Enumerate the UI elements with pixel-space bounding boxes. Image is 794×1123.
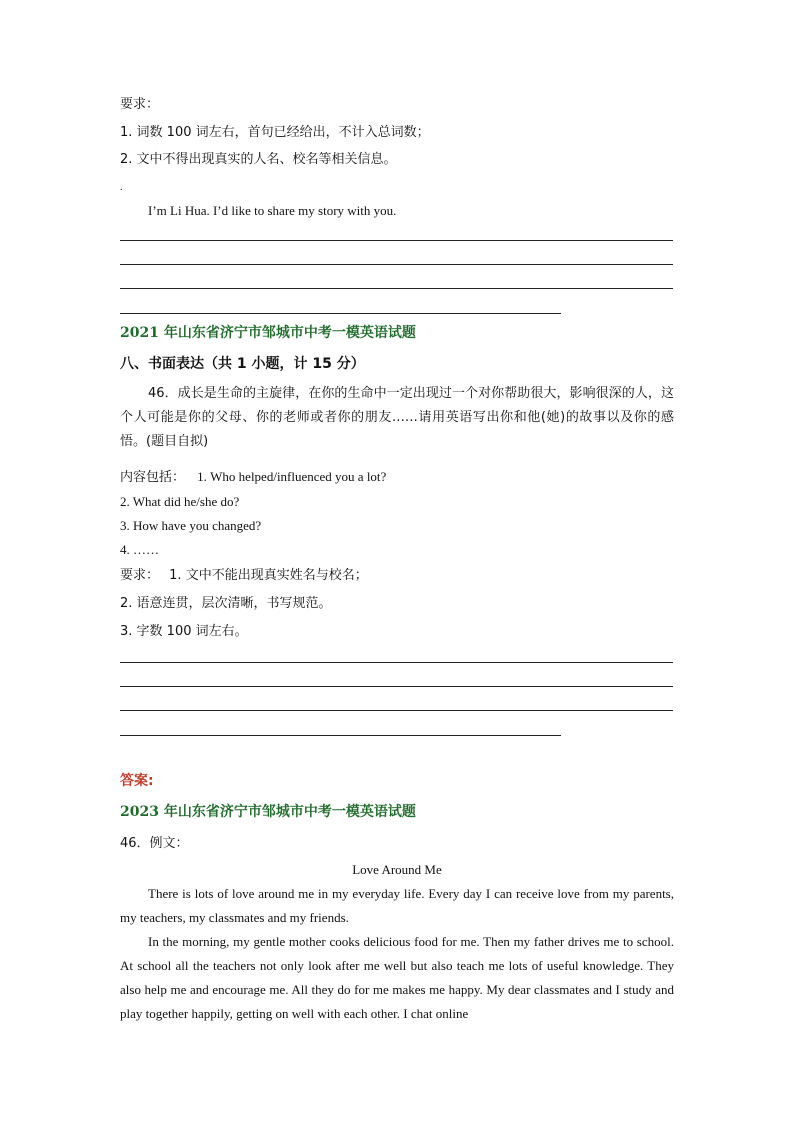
answer-line [120,710,673,711]
answer-line [120,264,673,265]
answer-line [120,240,673,241]
essay-paragraph-1: There is lots of love around me in my everyday life. Every day I can receive love from my parents, my teachers, my classmates and my friends. [120,886,674,925]
exam-title-2023: 2023 年山东省济宁市邹城市中考一模英语试题 [120,804,416,820]
answer-line [120,686,673,687]
writing-prompt: 46．成长是生命的主旋律，在你的生命中一定出现过一个对你帮助很大，影响很深的人，这个人可能是你的父母、你的老师或者你的朋友……请用英语写出你和他(她)的故事以及你的感悟。(题目自拟) [120,386,674,449]
exam-title-2021: 2021 年山东省济宁市邹城市中考一模英语试题 [120,325,416,341]
requirements-line [120,568,368,584]
answer-line [120,313,561,314]
requirement-1: 1. 文中不能出现真实姓名与校名； [169,568,368,583]
answer-line [120,288,673,289]
requirement-2: 2. 文中不得出现真实的人名、校名等相关信息。 [120,152,397,167]
requirements-label: 要求： [120,97,160,112]
requirement-2: 2. 语意连贯，层次清晰，书写规范。 [120,596,332,611]
answer-line [120,735,561,736]
part-title: 八、书面表达（共 1 小题，计 15 分） [120,356,365,372]
question-4: 4. …… [120,542,159,557]
start-sentence: I’m Li Hua. I’d like to share my story with you. [148,203,397,218]
essay-title: Love Around Me [352,862,442,877]
essay-paragraph-2: In the morning, my gentle mother cooks delicious food for me. Then my father drives me to school. At school all the teachers not only look after me well but also teach me lots of useful knowledge. They also help me and encourage me. All they do for me makes me happy. My dear classmates and I study and play together happily, getting on well with each other. I chat online [120,934,674,1021]
question-3: 3. How have you changed? [120,518,262,533]
question-2: 2. What did he/she do? [120,494,240,509]
requirement-1: 1. 词数 100 词左右，首句已经给出，不计入总词数； [120,125,430,140]
answer-line [120,662,673,663]
question-1: 1. Who helped/influenced you a lot? [197,469,387,484]
item-label: 46．例文： [120,836,189,851]
stray-dot: . [120,182,123,193]
content-line [120,469,386,486]
requirement-3: 3. 字数 100 词左右。 [120,624,248,639]
content-label: 内容包括： [120,470,186,485]
answers-label: 答案: [120,773,154,789]
requirements-label: 要求： [120,568,160,583]
